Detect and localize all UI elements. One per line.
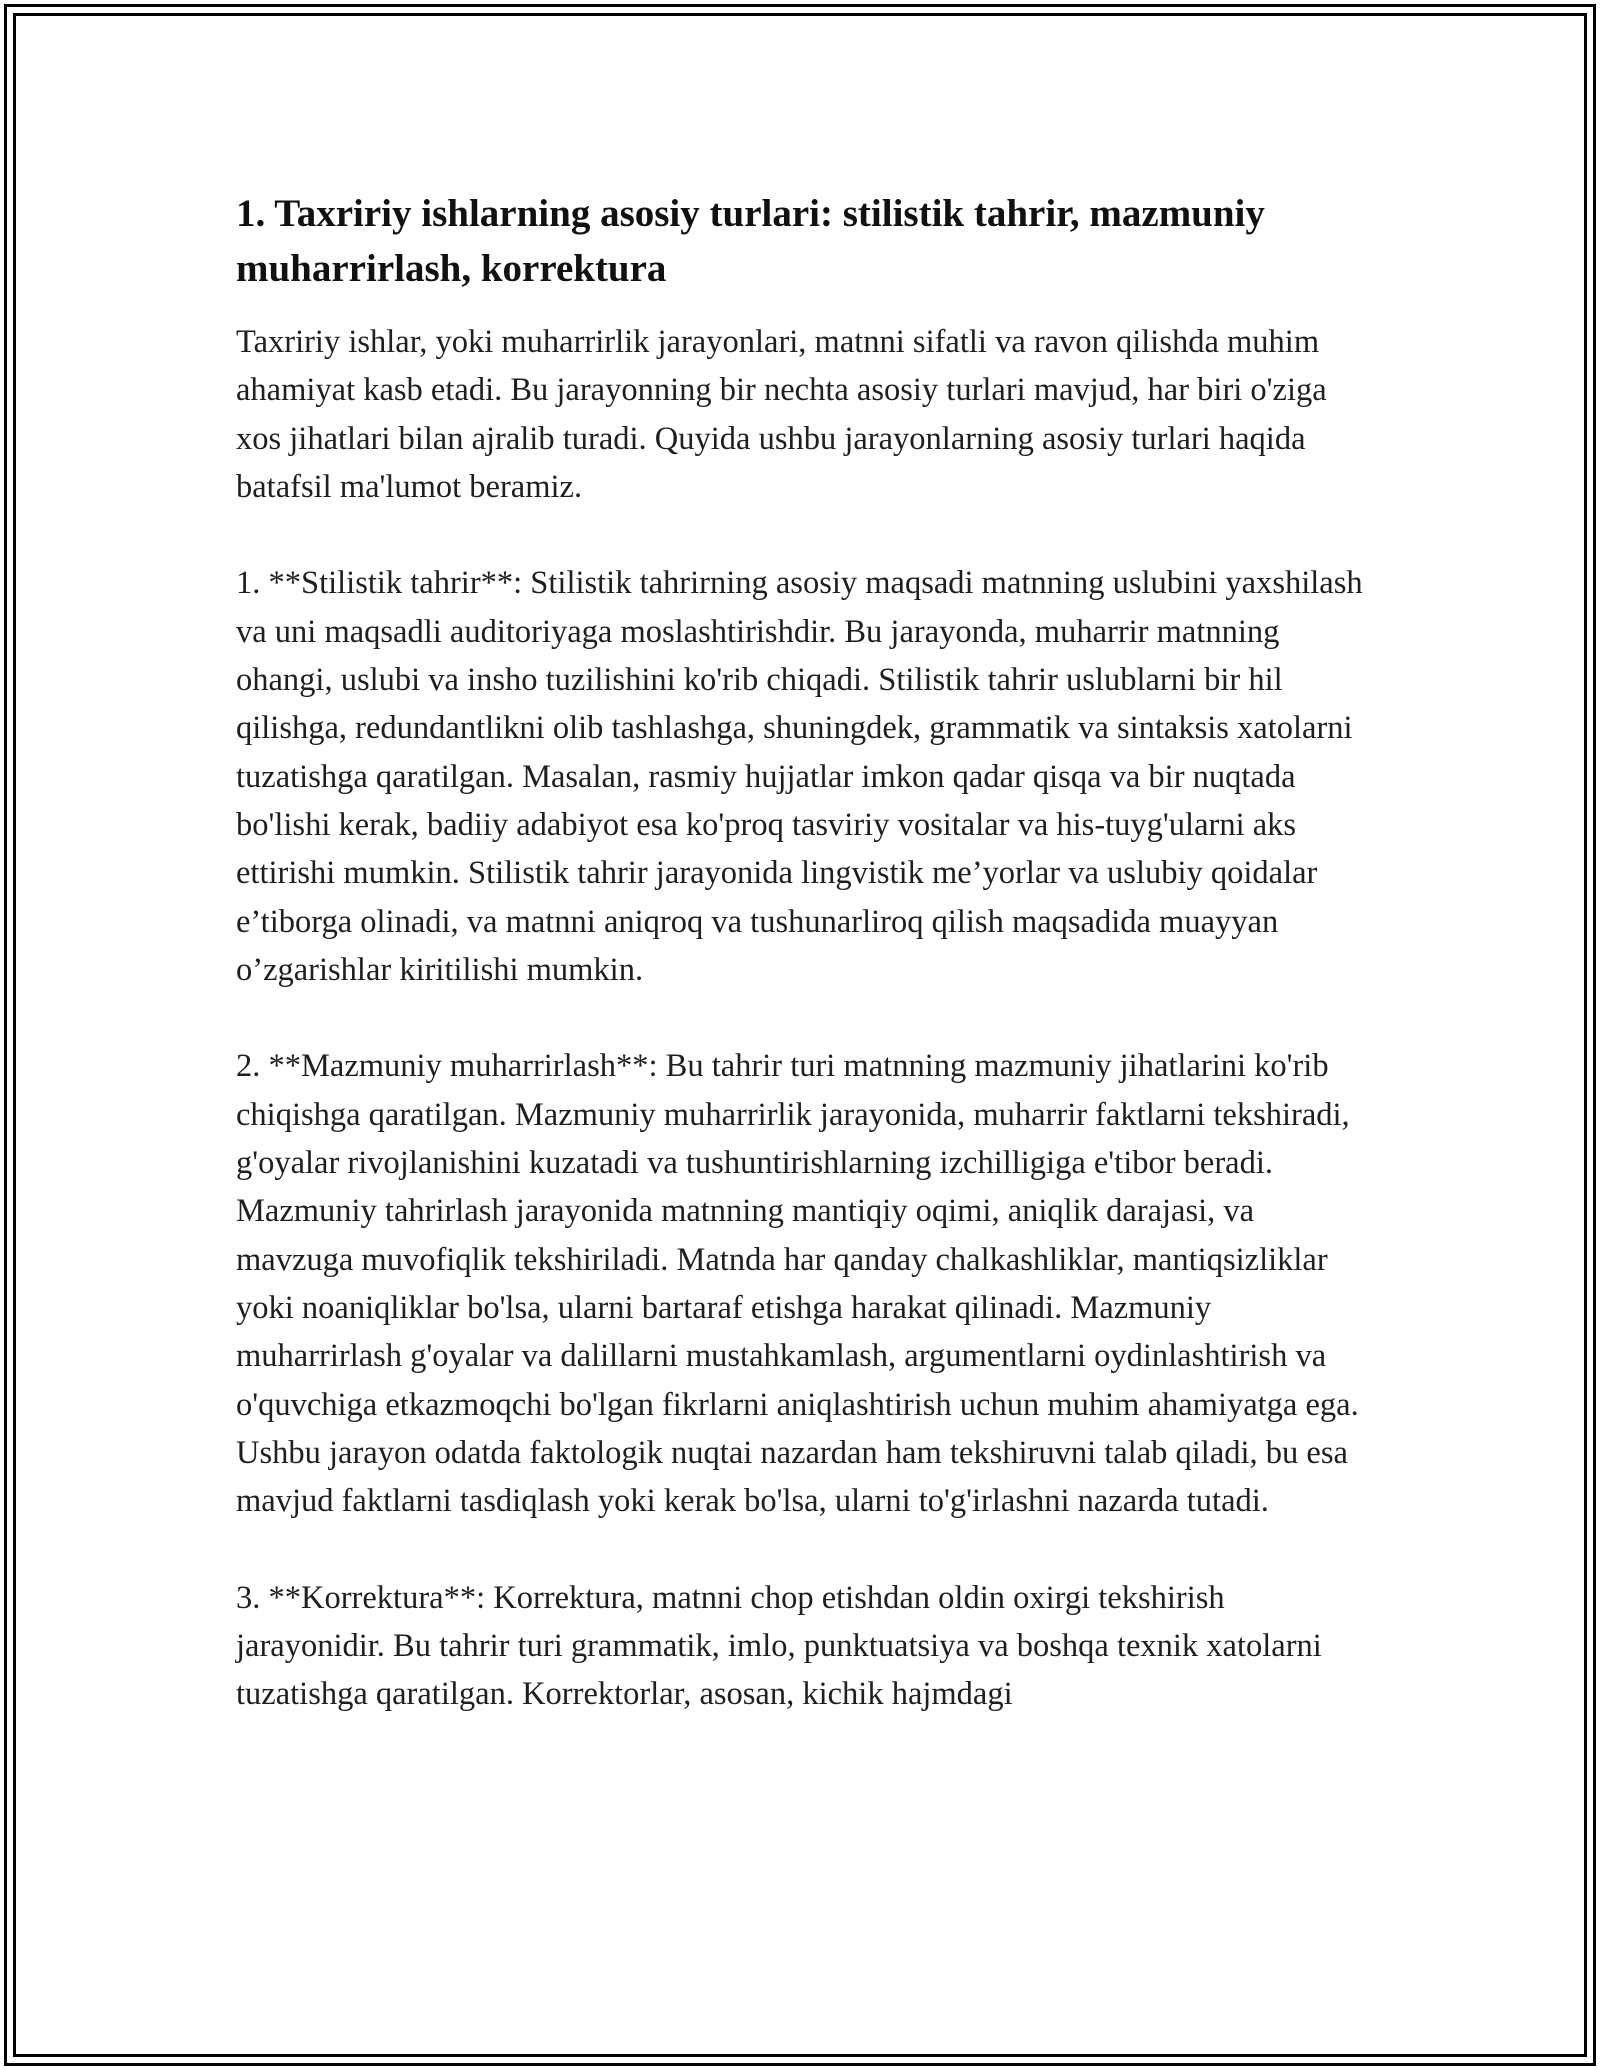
- section-heading: 1. Taxririy ishlarning asosiy turlari: stilistik tahrir, mazmuniy muharrirlash, korrektura: [236, 192, 1265, 290]
- proofreading-paragraph: 3. **Korrektura**: Korrektura, matnni chop etishdan oldin oxirgi tekshirish jarayonidir. Bu tahrir turi grammatik, imlo, punktuatsiya va boshqa texnik xatolarni tuzatishga qaratilgan. Korrektorlar, asosan, kichik hajmdagi: [236, 1579, 1322, 1713]
- content-editing-paragraph: 2. **Mazmuniy muharrirlash**: Bu tahrir turi matnning mazmuniy jihatlarini ko'rib chiqishga qaratilgan. Mazmuniy muharrirlik jarayonida, muharrir faktlarni tekshiradi, g'oyalar rivojlanishini kuzatadi va tushuntirishlarning izchilligiga e'tibor beradi. Mazmuniy tahrirlash jarayonida matnning mantiqiy oqimi, aniqlik darajasi, va mavzuga muvofiqlik tekshiriladi. Matnda har qanday chalkashliklar, mantiqsizliklar yoki noaniqliklar bo'lsa, ularni bartaraf etishga harakat qilinadi. Mazmuniy muharrirlash g'oyalar va dalillarni mustahkamlash, argumentlarni oydinlashtirish va o'quvchiga etkazmoqchi bo'lgan fikrlarni aniqlashtirish uchun muhim ahamiyatga ega. Ushbu jarayon odatda faktologik nuqtai nazardan ham tekshiruvni talab qiladi, bu esa mavjud faktlarni tasdiqlash yoki kerak bo'lsa, ularni to'g'irlashni nazarda tutadi.: [236, 1048, 1359, 1520]
- intro-paragraph: Taxririy ishlar, yoki muharrirlik jarayonlari, matnni sifatli va ravon qilishda muhim ahamiyat kasb etadi. Bu jarayonning bir nechta asosiy turlari mavjud, har biri o'ziga xos jihatlari bilan ajralib turadi. Quyida ushbu jarayonlarning asosiy turlari haqida batafsil ma'lumot beramiz.: [236, 324, 1327, 505]
- stylistic-editing-paragraph: 1. **Stilistik tahrir**: Stilistik tahrirning asosiy maqsadi matnning uslubini yaxshilash va uni maqsadli auditoriyaga moslashtirishdir. Bu jarayonda, muharrir matnning ohangi, uslubi va insho tuzilishini ko'rib chiqadi. Stilistik tahrir uslublarni bir hil qilishga, redundantlikni olib tashlashga, shuningdek, grammatik va sintaksis xatolarni tuzatishga qaratilgan. Masalan, rasmiy hujjatlar imkon qadar qisqa va bir nuqtada bo'lishi kerak, badiiy adabiyot esa ko'proq tasviriy vositalar va his-tuyg'ularni aks ettirishi mumkin. Stilistik tahrir jarayonida lingvistik me’yorlar va uslubiy qoidalar e’tiborga olinadi, va matnni aniqroq va tushunarliroq qilish maqsadida muayyan o’zgarishlar kiritilishi mumkin.: [236, 565, 1363, 988]
- document-page: [236, 186, 1376, 1767]
